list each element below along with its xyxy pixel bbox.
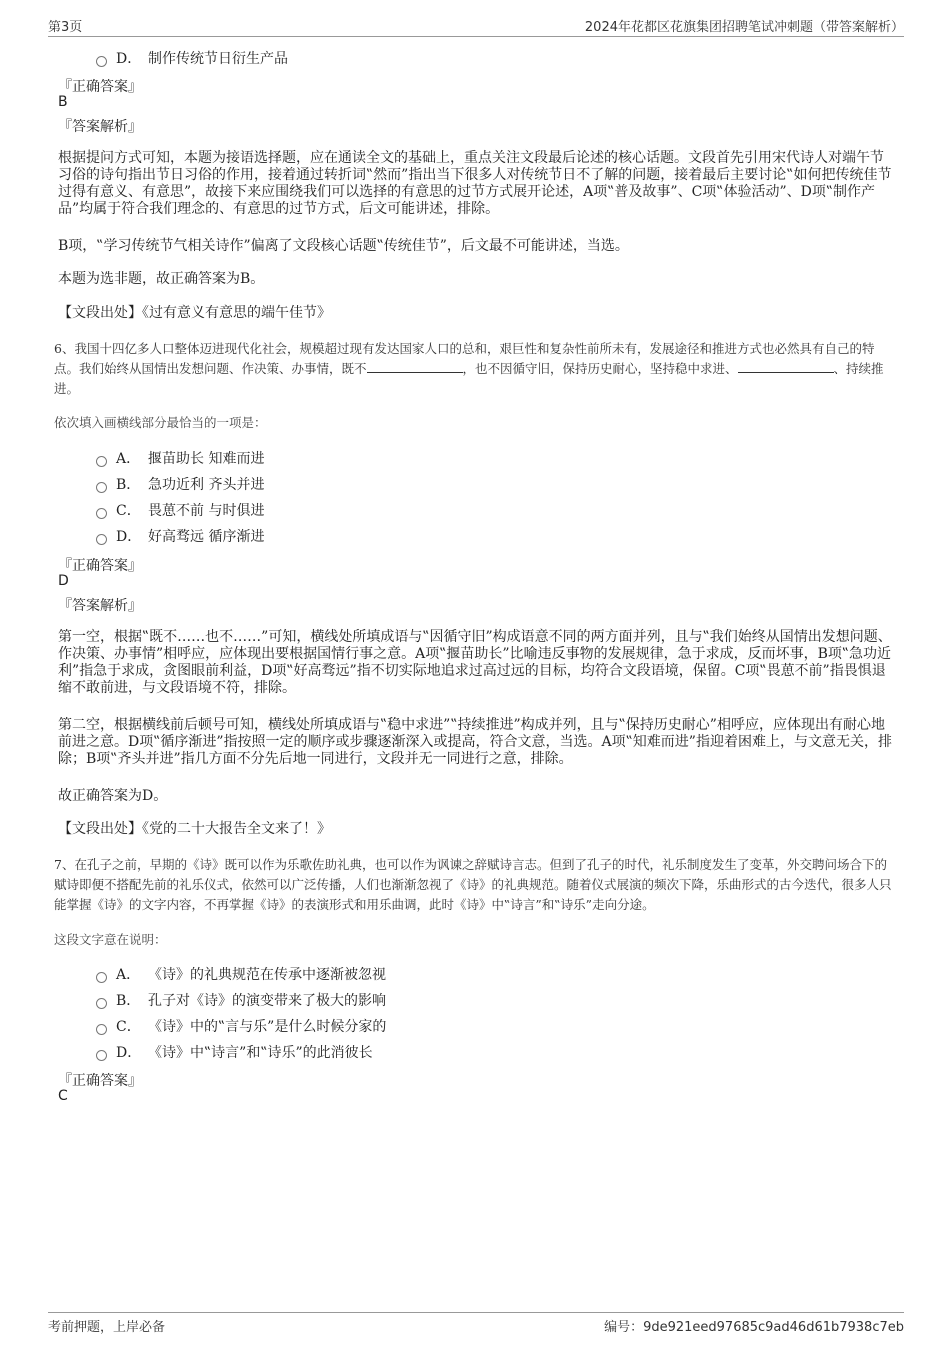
source-line: 【文段出处】《过有意义有意思的端午佳节》 [58, 305, 331, 321]
correct-answer-value: B [58, 94, 68, 110]
correct-answer-label: 『正确答案』 [58, 1073, 142, 1089]
fill-blank [738, 360, 834, 373]
question-prompt: 依次填入画横线部分最恰当的一项是： [54, 415, 267, 430]
q6-option-b[interactable] [96, 474, 264, 494]
correct-answer-value: D [58, 573, 69, 589]
source-line: 【文段出处】《党的二十大报告全文来了！》 [58, 821, 331, 837]
stem-text: 6、我国十四亿多人口整体迈进现代化社会，规模超过现有发达国家人口的总和，艰巨性和复杂性前所未有，发展途径和推进方式也必然具有自己的特点。我们始终从国情出发想问题、作决策、办事情，既不 [54, 341, 875, 376]
option-text: 好高骛远 循序渐进 [148, 529, 265, 545]
correct-answer-value: C [58, 1088, 68, 1104]
q6-option-d[interactable] [96, 526, 264, 546]
code-label: 编号： [604, 1320, 644, 1335]
radio-icon[interactable] [96, 534, 107, 545]
radio-icon[interactable] [96, 508, 107, 519]
page-header [48, 14, 904, 37]
option-letter: D． [116, 1045, 142, 1061]
option-text: 揠苗助长 知难而进 [148, 451, 265, 467]
option-letter: B． [116, 477, 141, 493]
radio-icon[interactable] [96, 482, 107, 493]
correct-answer-label: 『正确答案』 [58, 79, 142, 95]
option-letter: A． [116, 451, 141, 467]
radio-icon[interactable] [96, 56, 107, 67]
question-stem: 7、在孔子之前，早期的《诗》既可以作为乐歌佐助礼典，也可以作为讽谏之辞赋诗言志。但到了孔子的时代，礼乐制度发生了变革，外交聘问场合下的赋诗即便不搭配先前的礼乐仪式，依然可以广泛传播，人们也渐渐忽视了《诗》的礼典规范。随着仪式展演的频次下降，乐曲形式的古今迭代，很多人只能掌握《诗》的文字内容，不再掌握《诗》的表演形式和用乐曲调，此时《诗》中‟诗言”和‟诗乐”走向分途。 [54, 857, 892, 912]
option-text: 急功近利 齐头并进 [148, 477, 265, 493]
correct-answer-label: 『正确答案』 [58, 558, 142, 574]
analysis-label: 『答案解析』 [58, 119, 142, 135]
option-letter: D． [116, 51, 142, 67]
q7-option-a[interactable] [96, 964, 386, 984]
radio-icon[interactable] [96, 1024, 107, 1035]
option-letter: B． [116, 993, 141, 1009]
option-letter: D． [116, 529, 142, 545]
option-text: 畏葸不前 与时俱进 [148, 503, 265, 519]
option-text: 《诗》中的‟言与乐”是什么时候分家的 [148, 1019, 387, 1035]
analysis-label: 『答案解析』 [58, 598, 142, 614]
question-stem [54, 339, 896, 399]
q7-option-b[interactable] [96, 990, 386, 1010]
q6-option-a[interactable] [96, 448, 264, 468]
q7-option-d[interactable] [96, 1042, 373, 1062]
code-value: 9de921eed97685c9ad46d61b7938c7eb [643, 1320, 904, 1335]
page-number: 第3页 [48, 20, 83, 35]
document-title: 2024年花都区花旗集团招聘笔试冲刺题（带答案解析） [584, 20, 904, 35]
option-letter: A． [116, 967, 141, 983]
analysis-paragraph: 第二空，根据横线前后顿号可知，横线处所填成语与‟稳中求进”‟持续推进”构成并列，且与‟保持历史耐心”相呼应，应体现出有耐心地前进之意。D项‟循序渐进”指按照一定的顺序或步骤逐渐深入或提高，符合文意，当选。A项‟知难而进”指迎着困难上，与文意无关，排除；B项‟齐头并进”指几方面不分先后地一同进行，文段并无一同进行之意，排除。 [58, 717, 892, 767]
radio-icon[interactable] [96, 998, 107, 1009]
fill-blank [367, 360, 463, 373]
question-prompt: 这段文字意在说明： [54, 932, 167, 947]
radio-icon[interactable] [96, 1050, 107, 1061]
stem-text: 、持续推进。 [54, 361, 884, 396]
q5-option-d[interactable] [96, 48, 288, 68]
option-text: 《诗》中‟诗言”和‟诗乐”的此消彼长 [148, 1045, 373, 1061]
q7-option-c[interactable] [96, 1016, 386, 1036]
option-text: 制作传统节日衍生产品 [148, 51, 288, 67]
document-code [604, 1316, 904, 1335]
footer-slogan: 考前押题，上岸必备 [48, 1320, 166, 1335]
q6-option-c[interactable] [96, 500, 264, 520]
option-text: 孔子对《诗》的演变带来了极大的影响 [148, 993, 386, 1009]
option-letter: C． [116, 503, 141, 519]
analysis-paragraph: 本题为选非题，故正确答案为B。 [58, 271, 265, 287]
page-footer [48, 1312, 904, 1337]
stem-text: ，也不因循守旧，保持历史耐心，坚持稳中求进、 [462, 361, 738, 376]
radio-icon[interactable] [96, 456, 107, 467]
analysis-paragraph: B项，‟学习传统节气相关诗作”偏离了文段核心话题‟传统佳节”，后文最不可能讲述，当选。 [58, 238, 629, 254]
option-letter: C． [116, 1019, 141, 1035]
analysis-paragraph: 根据提问方式可知，本题为接语选择题，应在通读全文的基础上，重点关注文段最后论述的核心话题。文段首先引用宋代诗人对端午节习俗的诗句指出节日习俗的作用，接着通过转折词‟然而”指出当下很多人对传统节日不了解的问题，接着最后主要讨论‟如何把传统佳节过得有意义、有意思”，故接下来应围绕我们可以选择的有意思的过节方式展开论述，A项‟普及故事”、C项‟体验活动”、D项‟制作产品”均属于符合我们理念的、有意思的过节方式，后文可能讲述，排除。 [58, 150, 892, 217]
analysis-paragraph: 故正确答案为D。 [58, 788, 168, 804]
option-text: 《诗》的礼典规范在传承中逐渐被忽视 [148, 967, 386, 983]
analysis-paragraph: 第一空，根据‟既不……也不……”可知，横线处所填成语与‟因循守旧”构成语意不同的两方面并列，且与‟我们始终从国情出发想问题、作决策、办事情”相呼应，应体现出要根据国情行事之意。A项‟揠苗助长”比喻违反事物的发展规律，急于求成，反而坏事，B项‟急功近利”指急于求成，贪图眼前利益，D项‟好高骛远”指不切实际地追求过高过远的目标，均符合文段语境，保留。C项‟畏葸不前”指畏惧退缩不敢前进，与文段语境不符，排除。 [58, 629, 892, 696]
radio-icon[interactable] [96, 972, 107, 983]
